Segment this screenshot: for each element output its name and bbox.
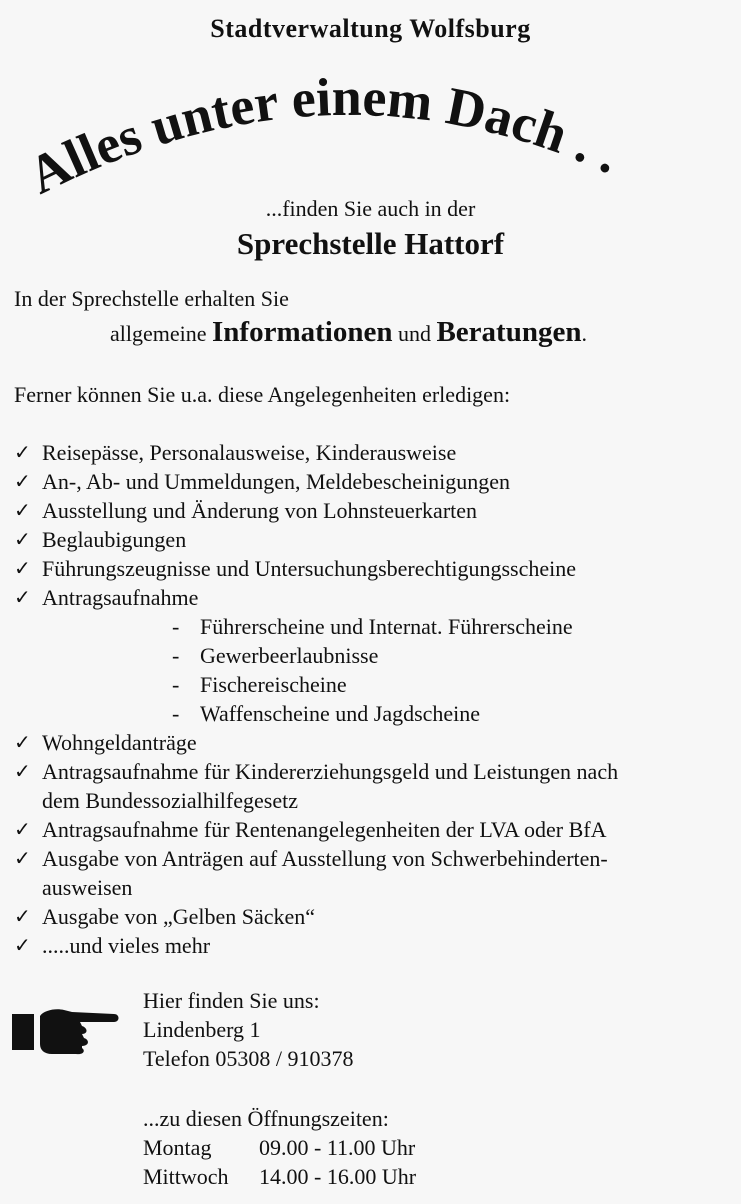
- list-item: [14, 728, 734, 757]
- check-icon: ✓: [14, 817, 31, 841]
- check-icon: ✓: [14, 585, 31, 609]
- tasks-heading: Ferner können Sie u.a. diese Angelegenheiten erledigen:: [14, 382, 511, 407]
- address-street: Lindenberg 1: [143, 1017, 261, 1042]
- hours-row: [143, 1133, 416, 1162]
- hours-row: [143, 1162, 416, 1191]
- pointing-hand-icon: [12, 1004, 122, 1056]
- sub-item: [14, 699, 734, 728]
- sub-item: [14, 641, 734, 670]
- hours-time: 14.00 - 16.00 Uhr: [259, 1164, 417, 1189]
- hours-time: 09.00 - 11.00 Uhr: [259, 1135, 416, 1160]
- list-item: [14, 902, 734, 931]
- services-advice: Beratungen: [436, 316, 582, 348]
- address-heading: Hier finden Sie uns:: [143, 988, 320, 1013]
- list-item-label: .....und vieles mehr: [42, 933, 211, 958]
- check-icon: ✓: [14, 846, 31, 870]
- services-info: Informationen: [212, 316, 393, 348]
- task-list: [14, 438, 734, 960]
- list-item: [14, 757, 734, 786]
- list-item: [14, 467, 734, 496]
- list-item: [14, 931, 734, 960]
- list-item-label: An-, Ab- und Ummeldungen, Meldebescheinigungen: [42, 469, 511, 494]
- list-item: [14, 525, 734, 554]
- list-item: [14, 844, 734, 873]
- services-sentence: [110, 316, 587, 349]
- list-item: [14, 583, 734, 612]
- list-item-label: Führungszeugnisse und Untersuchungsberechtigungsscheine: [42, 556, 577, 581]
- sub-item-label: Fischereischeine: [200, 672, 347, 697]
- check-icon: ✓: [14, 527, 31, 551]
- check-icon: ✓: [14, 933, 31, 957]
- services-mid: und: [392, 321, 437, 346]
- check-icon: ✓: [14, 498, 31, 522]
- opening-hours: [143, 1104, 416, 1191]
- address-phone: Telefon 05308 / 910378: [143, 1046, 354, 1071]
- dash-icon: -: [172, 643, 180, 668]
- services-pre: allgemeine: [110, 321, 213, 346]
- office-name: Sprechstelle Hattorf: [236, 226, 505, 261]
- list-item-label: Antragsaufnahme für Kindererziehungsgeld und Leistungen nach: [42, 759, 619, 784]
- check-icon: ✓: [14, 556, 31, 580]
- list-item-label: Beglaubigungen: [42, 527, 187, 552]
- check-icon: ✓: [14, 440, 31, 464]
- dash-icon: -: [172, 614, 180, 639]
- list-item-label: Reisepässe, Personalausweise, Kinderausweise: [42, 440, 457, 465]
- sub-item-label: Gewerbeerlaubnisse: [200, 643, 379, 668]
- list-item-label: Ausgabe von „Gelben Säcken“: [42, 904, 316, 929]
- list-item: [14, 815, 734, 844]
- hours-day: Mittwoch: [143, 1164, 229, 1189]
- services-post: .: [581, 321, 587, 346]
- list-item: [14, 554, 734, 583]
- sub-item: [14, 670, 734, 699]
- sub-item-label: Waffenscheine und Jagdscheine: [200, 701, 481, 726]
- check-icon: ✓: [14, 730, 31, 754]
- check-icon: ✓: [14, 469, 31, 493]
- hours-day: Montag: [143, 1135, 212, 1160]
- list-item-continuation: ausweisen: [42, 875, 133, 900]
- list-item-label: Antragsaufnahme: [42, 585, 199, 610]
- dash-icon: -: [172, 672, 180, 697]
- dash-icon: -: [172, 701, 180, 726]
- address-block: [143, 986, 353, 1073]
- list-item-label: Antragsaufnahme für Rentenangelegenheiten der LVA oder BfA: [42, 817, 607, 842]
- sub-item-label: Führerscheine und Internat. Führerscheine: [200, 614, 573, 639]
- header-title: Stadtverwaltung Wolfsburg: [210, 14, 531, 43]
- slogan-text: Alles unter einem Dach . .: [19, 66, 630, 206]
- list-item-label: Wohngeldanträge: [42, 730, 197, 755]
- intro-line: ...finden Sie auch in der: [265, 196, 476, 221]
- list-item-label: Ausstellung und Änderung von Lohnsteuerkarten: [42, 498, 478, 523]
- check-icon: ✓: [14, 759, 31, 783]
- list-item-label: Ausgabe von Anträgen auf Ausstellung von Schwerbehinderten-: [42, 846, 608, 871]
- list-item: [14, 438, 734, 467]
- list-item: [14, 496, 734, 525]
- intro-paragraph: In der Sprechstelle erhalten Sie: [14, 286, 289, 311]
- hours-heading: ...zu diesen Öffnungszeiten:: [143, 1106, 389, 1131]
- sub-item: [14, 612, 734, 641]
- list-item-continuation: dem Bundessozialhilfegesetz: [42, 788, 298, 813]
- check-icon: ✓: [14, 904, 31, 928]
